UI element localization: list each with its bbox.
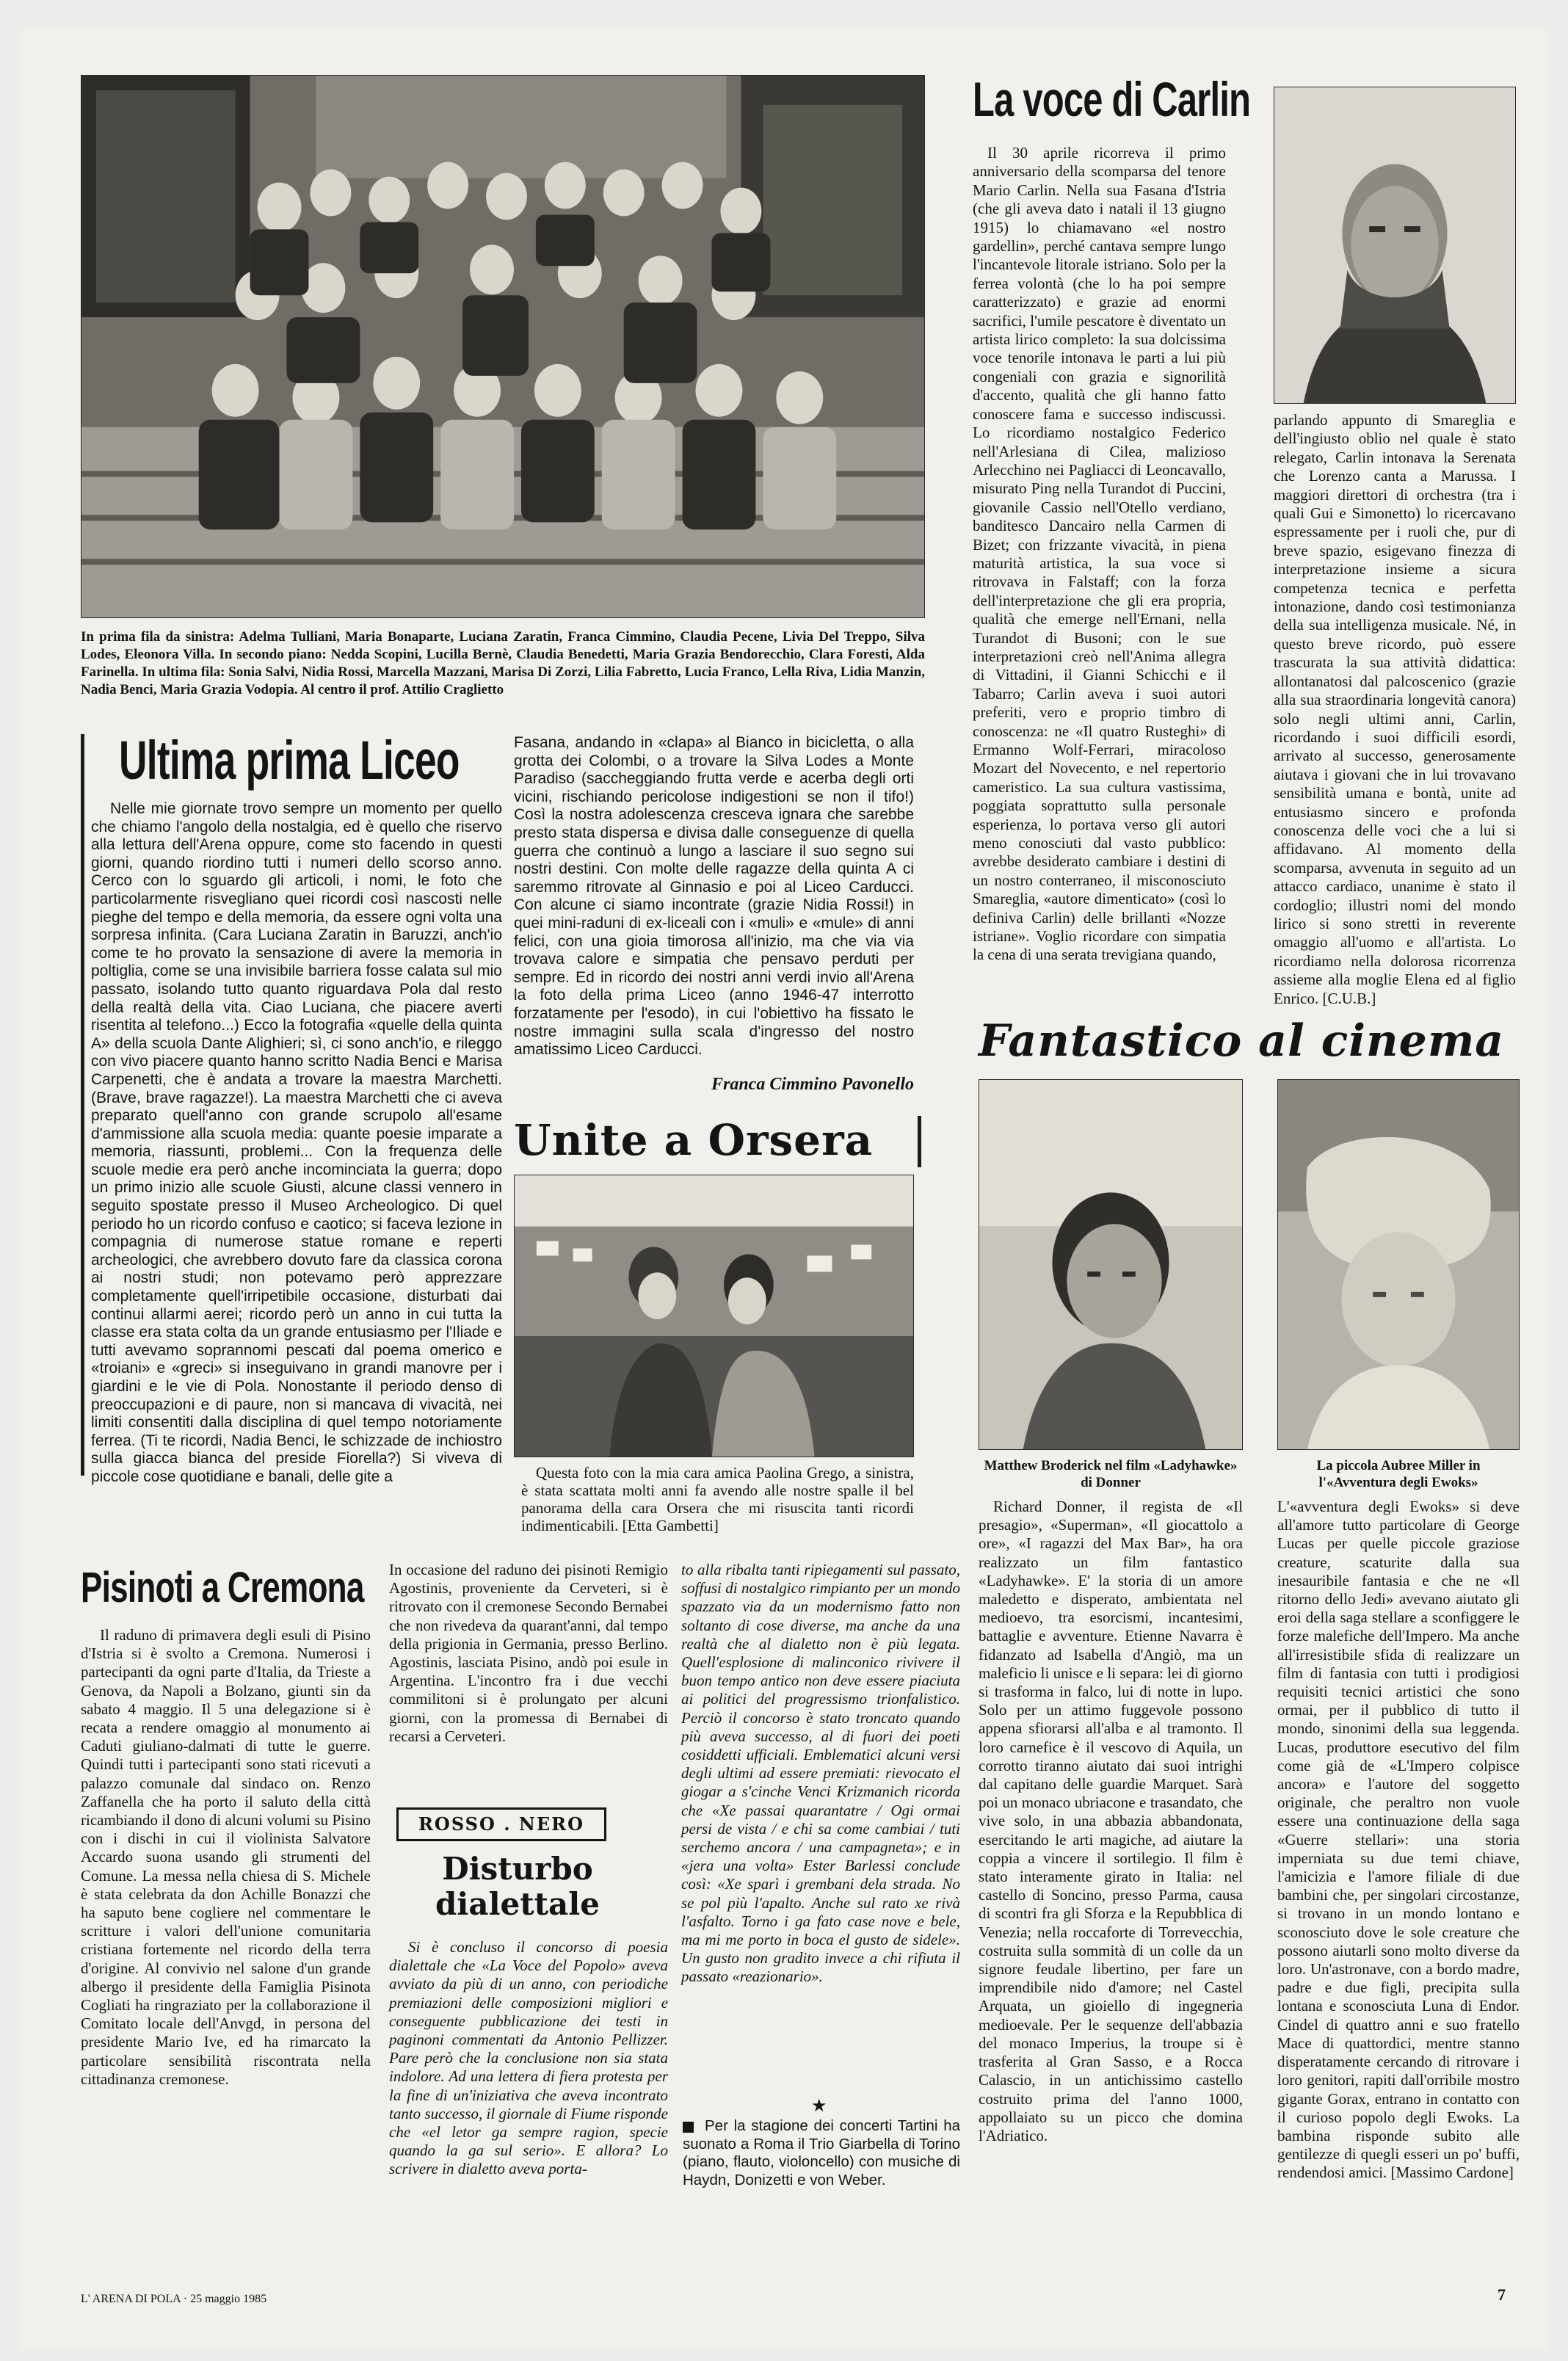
carlin-text-col2 [1274,411,1516,1008]
cinema-body-1: Richard Donner, il regista de «Il presagio», «Superman», «Il giocattolo a ore», «I ragazzi del Max Bar», ha ora realizzato un film fantastico «Ladyhawke». E' la storia di un amore maledetto e disperato, ambientata nel medioevo, tra esorcismi, incantesimi, battaglie e avventure. Etienne Navarra è fidanzato ad Isabella d'Angiò, ma un maleficio li unisce e li separa: lei di giorno si trasforma in falco, lui di notte in lupo. Solo per un attimo fuggevole possono appena sfiorarsi all'alba e al tramonto. Il loro carnefice è il vescovo di Aquila, un corrotto tiranno aiutato dai suoi intrighi dal capitano delle guardie Marquet. Sarà poi un monaco ubriacone e trasandato, che vive solo, in una abbazia abbandonata, esercitando le arti magiche, ad aiutare la coppia a vincere il sortilegio. Il film è stato interamente girato in Italia: nel castello di Soncino, presso Parma, causa di scontri fra gli Sforza e la Repubblica di Venezia; nella roccaforte di Torrevecchia, costruita sulla sommità di un colle da un signore feudale libertino, per fare un imprendibile nido d'amore; nel Castel Arquata, un gioiello di ingegneria medioevale. Per le sequenze dell'abbazia del monaco Imperius, la troupe si è trasferita al Gran Sasso, e a Rocca Calascio, in un antichissimo castello costruito prima del l'anno 1000, appollaiato su un picco che domina l'Adriatico. [979,1498,1243,2144]
carlin-title: La voce di Carlin [973,72,1251,126]
liceo-text-col2 [514,734,914,1059]
ladyhawke-caption: Matthew Broderick nel film «Ladyhawke» di Donner [984,1458,1238,1490]
rosso-nero-label: ROSSO . NERO [396,1807,606,1841]
orsera-caption: Questa foto con la mia cara amica Paolina Grego, a sinistra, è stata scattata molti anni fa avendo alle nostre spalle il bel panorama della cara Orsera che mi risuscita tanti ricordi indimenticabili. [Etta Gambetti] [521,1464,914,1534]
cinema-text-col1 [979,1498,1243,2145]
ewoks-caption: La piccola Aubree Miller in l'«Avventura degli Ewoks» [1316,1458,1481,1490]
liceo-signature: Franca Cimmino Pavonello [711,1075,914,1094]
pisinoti-text-col1 [81,1626,371,2089]
orsera-right-rule [918,1116,921,1167]
pisinoti-text-col2 [389,1561,668,1746]
pisinoti-body-1: Il raduno di primavera degli esuli di Pisino d'Istria si è svolto a Cremona. Numerosi i partecipanti da ogni parte d'Italia, da Trieste a Genova, da Napoli a Bolzano, giunti sin da sabato 4 maggio. Il 5 una delegazione si è recata a rendere omaggio al monumento ai Caduti giuliano-dalmati di tutte le guerre. Quindi tutti i partecipanti sono stati ricevuti a palazzo comunale dal sindaco on. Renzo Zaffanella che ha porto il saluto della città ricambiando il dono di alcuni volumi su Pisino con i dischi in cui il violinista Salvatore Accardo suona usando gli strumenti del Comune. La messa nella chiesa di S. Michele è stata celebrata da don Achille Bonazzi che ha saputo bene cogliere nel commentare le scritture i valori dell'unione comunitaria cristiana fortemente nel ricordo della terra d'origine. Al convivio nel salone d'un grande albergo il presidente della Famiglia Pisinota Cogliati ha ringraziato per la collaborazione il Comitato locale dell'Anvgd, in persona del presidente Mario Ive, ed ha rimarcato la particolare sensibilità riscontrata nella cittadinanza cremonese. [81,1626,371,2088]
carlin-text-col1 [973,144,1226,965]
liceo-body-1: Nelle mie giornate trovo sempre un momento per quello che chiamo l'angolo della nostalgia, ed è quello che riservo alla lettura dell'Arena oppure, come sto facendo in questi giorni, quando riordino tutti i numeri dello scorso anno. Cerco con lo sguardo gli articoli, i nomi, le foto che particolarmente risvegliano quei ricordi così nascosti nelle pieghe del tempo e della memoria, da essere ogni volta una sorpresa infinita. (Cara Luciana Zaratin in Baruzzi, anch'io come te ho provato la sensazione di avere la memoria in poltiglia, come se una invisibile barriera fosse calata sul mio passato, isolando tutto quanto riguardava Pola dal resto della realtà della vita. Ciao Luciana, che piacere averti risentita al telefono...) Ecco la fotografia «quelle della quinta A» della scuola Dante Alighieri; sì, ci sono anch'io, e rileggo con vivo piacere quanto hanno scritto Nadia Benci e Marisa Carpenetti, che è andata a trovare la maestra Marchetti. (Brave, brave ragazze!). La maestra Marchetti che ci aveva preparato quell'anno con grande scrupolo all'esame d'ammissione alla scuola media: quante poesie imparate a memoria, riassunti, problemi... Con la frequenza delle scuole medie era però anche incominciata la guerra; dopo un primo inizio alle scuole Giusti, alcune classi vennero in seguito spostate presso il Museo Archeologico. Di quel periodo ho un ricordo confuso e caotico; si faceva lezione in compagnia di numerose statue romane e reperti archeologici, che avrebbero dovuto fare da classica corona ai nostri studi; non potevamo però apprezzare completamente quell'irripetibile occasione, disturbati dai continui allarmi aerei; ricordo però un anno in cui tutta la classe era stata colta da un grande entusiasmo per l'Iliade e tutti avevamo soprannomi pescati dal poema omerico e «troiani» e «greci» si inseguivano in grandi manovre per i giardini e le vie di Pola. Nonostante il periodo denso di preoccupazioni e di paure, non si mancava di vivacità, nei limiti consentiti dalla disciplina di quel tempo notoriamente ferrea. (Ti te ricordi, Nadia Benci, le schizzade de inchiostro sulla giacca bianca del preside Fiorella?) Si viveva di piccole cose quotidiane e banali, delle gite a [91,800,502,1485]
carlin-body-1: Il 30 aprile ricorreva il primo anniversario della scomparsa del tenore Mario Carlin. Nella sua Fasana d'Istria (che gli aveva dato i natali il 13 giugno 1915) lo chiamavano «el nostro gardellin», perché cantava sempre lungo l'incantevole litorale istriano. Solo per la ferrea volontà (che lo ha poi sempre caratterizzato) e grazie ad enormi sacrifici, l'umile pescatore è diventato un artista lirico completo: la sua dolcissima voce tenorile intonava le parti a lui più congeniali con grazia e signorilità d'accento, qualità che gli hanno fatto conoscere fama e successo indiscussi. Lo ricordiamo nostalgico Federico nell'Arlesiana di Cilea, malizioso Arlecchino nei Pagliacci di Leoncavallo, misurato Ping nella Turandot di Puccini, giovanile Cassio nell'Otello verdiano, banditesco Dancairo nella Carmen di Bizet; con frizzante vivacità, in piena maturità artistica, la sua voce si ritrovava in Falstaff; con la forza dell'interpretazione che gli era propria, qualità che emerge nell'Ernani, nella Turandot di Busoni; con le sue interpretazioni creò nell'Anima allegra di Vittadini, il Gianni Schicchi e il Tabarro; Carlin aveva i suoi autori preferiti, vero e proprio timbro di conoscenza: ne «Il quatro Rusteghi» di Ermanno Wolf-Ferrari, miracoloso Mozart del Novecento, e nel repertorio cameristico. La sua cultura vastissima, poggiata soprattutto sulla personale esperienza, lo portava verso gli autori meno conosciuti dal vasto pubblico: avrebbe desiderato cambiare i destini di un nostro conterraneo, il misconosciuto Smareglia, «autore dimenticato» (così lo definiva Carlin) delle brillanti «Nozze istriane». Voglio ricordare con simpatia la cena di una serata trevigiana quando, [973,144,1226,964]
concert-note-text: Per la stagione dei concerti Tartini ha suonato a Roma il Trio Giarbella di Torino (piano, flauto, violoncello) con musiche di Haydn, Donizetti e von Weber. [683,2117,960,2188]
carlin-portrait [1274,87,1516,404]
orsera-photo [514,1175,914,1457]
liceo-body-2: Fasana, andando in «clapa» al Bianco in bicicletta, o alla grotta dei Colombi, o a trovare la Silva Lodes a Monte Paradiso (saccheggiando frutta verde e acerba degli orti vicini, rischiando pericolose indigestioni se non il tifo!) Così la nostra adolescenza cresceva ignara che sarebbe presto stata dispersa e divisa dalle conseguenze di quella guerra che continuò a lungo a lasciare il suo segno sui nostri destini. Con molte delle ragazze della quinta A ci saremmo ritrovate al Ginnasio e poi al Liceo Carducci. Con alcune ci siamo incontrate (grazie Nidia Rossi!) in quei mini-raduni di ex-liceali con i «muli» e «mule» di anni felici, con una gioia timorosa all'inizio, ma che via via trovava calore e simpatia che pensavo perduti per sempre. Ed in ricordo dei nostri anni verdi invio all'Arena la foto della prima Liceo (anno 1946-47 interrotto forzatamente per l'esodo), in cui l'obiettivo ha fissato le nostre immagini sulla scala d'ingresso del nostro amatissimo Liceo Carducci. [514,734,914,1059]
rosso-nero-text-col1 [389,1938,668,2179]
rosso-nero-text-col2 [681,1561,960,1987]
cinema-title: Fantastico al cinema [979,1015,1505,1067]
pisinoti-title: Pisinoti a Cremona [81,1564,364,1611]
star-ornament-icon: ★ [811,2097,827,2116]
cinema-body-2: L'«avventura degli Ewoks» si deve all'amore tutto particolare di George Lucas per quelle piccole graziose creature, scaturite dalla sua inesauribile fantasia e che ne «Il ritorno dello Jedi» avevano aiutato gli eroi della saga stellare a sconfiggere le forze malefiche dell'Impero. Ma anche all'irresistibile sfida di realizzare un film di fantasia con tutti i prodigiosi requisiti tecnici artistici che sono ormai, per il pubblico di tutto il mondo, sinonimi della sua leggenda. Lucas, produttore esecutivo del film come già de «L'Impero colpisce ancora» e l'autore del soggetto originale, che peraltro non vuole essere una continuazione della saga «Guerre stellari»: una storia imperniata su due temi chiave, l'amicizia e l'amore filiale di due bambini che, per singolari circostanze, si trovano in un mondo lontano e sconosciuto dove le sole creature che possono aiutarli sono molto diverse da loro. Un'astronave, con a bordo madre, padre e due figli, precipita sulla lontana e sconosciuta Luna di Endor. Cindel di quattro anni e suo fratello Mace di quattordici, mentre stanno disperatamente cercando di ritrovare i loro genitori, rapiti dall'orribile mostro gigante Gorax, entrano in contatto con il curioso popolo degli Ewoks. La bambina risponde subito alle gentilezze di quegli esseri un po' buffi, rendendosi amici. [Massimo Cardone] [1277,1498,1520,2182]
footer-page-number: 7 [1498,2285,1506,2304]
liceo-text-col1 [91,800,502,1487]
rosso-nero-body-1: Si è concluso il concorso di poesia dialettale che «La Voce del Popolo» aveva avviato da più di un anno, con periodiche premiazioni delle composizioni migliori e conseguente pubblicazione dei testi in paginoni commentati da Antonio Pellizzer. Pare però che la conclusione non sia stata indolore. Ad una lettera di fiera protesta per la fine di un'iniziativa che aveva incontrato tanto successo, il giornale di Fiume risponde che «el letor ga sempre ragion, specie quando la ga sul serio». E allora? Lo scrivere in dialetto aveva porta- [389,1938,668,2178]
liceo-left-rule [81,734,84,1476]
carlin-body-2: parlando appunto di Smareglia e dell'ingiusto oblio nel quale è stato relegato, Carlin intonava la Serenata che Lorenzo canta a Marussa. I maggiori direttori di orchestra (tra i quali Gui e Simonetto) lo ricercavano espressamente per i ruoli che, pur di breve spazio, esigevano finezza di interpretazione insieme a sicura competenza tecnica e perfetta intonazione, dando così testimonianza della sua intelligenza musicale. Né, in questo breve ricordo, può essere trascurata la sua attività didattica: allontanatosi dal palcoscenico (grazie alla sua straordinaria longevità canora) solo negli ultimi anni, Carlin, ricordando i suoi difficili esordi, arrivato al successo, generosamente aiutava i giovani che in lui trovavano sensibilità umana e bontà, unite ad entusiasmo sincero e profonda conoscenza delle voci che a lui si affidavano. Al momento della scomparsa, avvenuta in seguito ad un attacco cardiaco, unanime è stato il cordoglio; illustri nomi del mondo lirico si sono stretti in reverente omaggio all'uomo e all'artista. Lo ricordiamo nella dolorosa ricorrenza assieme alla moglie Elena ed al figlio Enrico. [C.U.B.] [1274,411,1516,1007]
liceo-title: Ultima prima Liceo [119,730,460,791]
liceo-group-photo [81,75,925,618]
rosso-nero-body-2: to alla ribalta tanti ripiegamenti sul passato, soffusi di nostalgico rimpianto per un mondo spazzato via da un modernismo fatto non soltanto di cose diverse, ma anche da una realtà che al dialetto non è più legata. Quell'esplosione di malinconico rivivere il buon tempo antico non deve essere piaciuta ai politici del progressismo trionfalistico. Perciò il concorso è stato troncato quando più aveva successo, al di fuori dei poeti cosiddetti ufficiali. Emblematici alcuni versi degli ultimi ad essere premiati: rievocato el giogar a s'cinche Venci Krizmanich ricorda che «Xe passai quarantatre / Ogi ormai persi de vista / e chi sa come cambiai / tuti serchemo ancora / una campagneta»; e in «jera una volta» Ester Barlessi conclude così: «Xe sparì i grembani dela strada. No se pol più l'apalto. Anche sul rato xe rivà l'asfalto. Torno i ga fato case nove e bele, ma mi me porto in boca el gusto de sidele». Un gusto non gradito invece a chi rifiuta il passato «reazionario». [681,1561,960,1986]
ewoks-photo [1277,1079,1520,1450]
orsera-title: Unite a Orsera [514,1115,874,1165]
rosso-nero-title: Disturbo dialettale [435,1851,600,1922]
concert-note [683,2117,960,2189]
footer-masthead: L' ARENA DI POLA · 25 maggio 1985 [81,2293,267,2305]
ladyhawke-photo [979,1079,1243,1450]
liceo-photo-caption: In prima fila da sinistra: Adelma Tulliani, Maria Bonaparte, Luciana Zaratin, Franca Cimmino, Claudia Pecene, Livia Del Treppo, Silva Lodes, Eleonora Villa. In secondo piano: Nedda Scopini, Lucilla Bernè, Claudia Benedetti, Maria Grazia Bendorecchio, Clara Foresti, Alda Farinella. In ultima fila: Sonia Salvi, Nidia Rossi, Marcella Mazzani, Marisa Di Zorzi, Lilia Fabretto, Lucia Franco, Lella Riva, Lidia Manzin, Nadia Benci, Maria Grazia Vodopia. Al centro il prof. Attilio Craglietto [81,629,925,697]
cinema-text-col2 [1277,1498,1520,2183]
pisinoti-body-2: In occasione del raduno dei pisinoti Remigio Agostinis, proveniente da Cerveteri, si è ritrovato con il cremonese Secondo Bernabei che non rivedeva da quarant'anni, dal tempo della prigionia in Germania, presso Berlino. Agostinis, lasciata Pisino, andò poi esule in Argentina. L'incontro fra i due vecchi commilitoni si è prolungato per alcuni giorni, con la promessa di Bernabei di recarsi a Cerveteri. [389,1561,668,1745]
